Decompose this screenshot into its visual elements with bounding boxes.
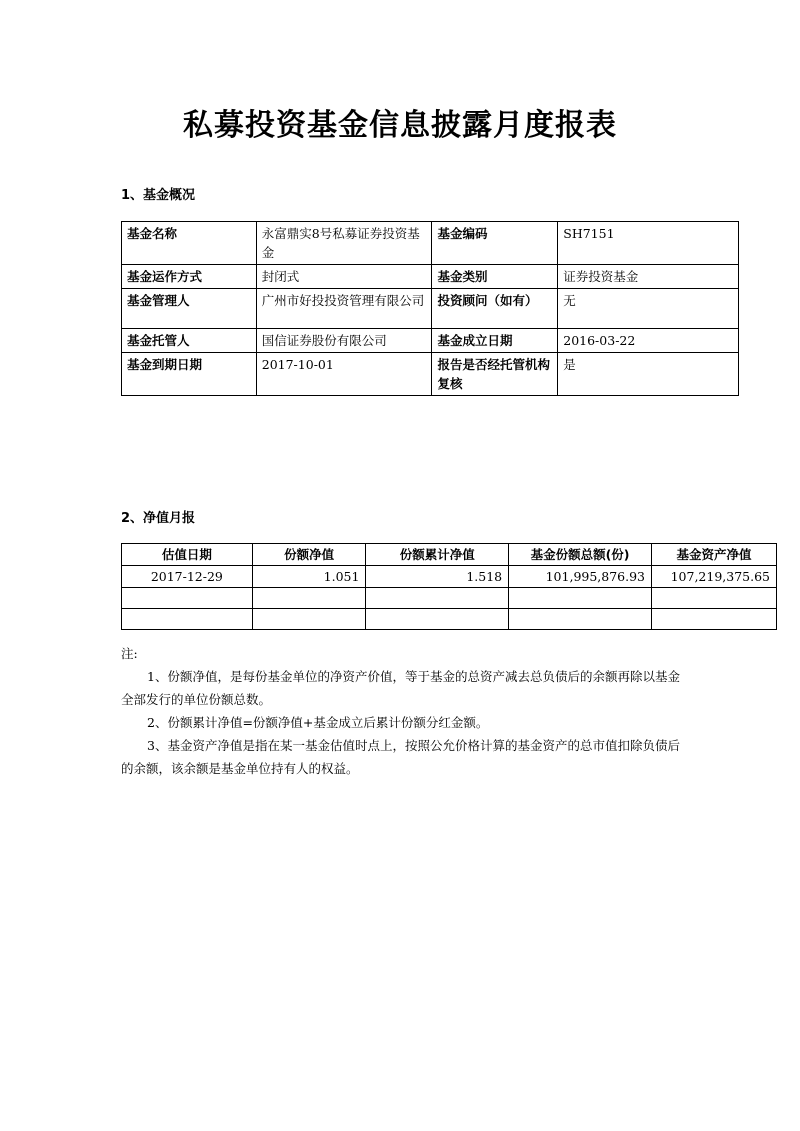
value-fund-name: 永富鼎实8号私募证券投资基金 xyxy=(256,222,432,265)
note-item: 1、份额净值，是每份基金单位的净资产价值，等于基金的总资产减去总负债后的余额再除以基金全部发行的单位份额总数。 xyxy=(121,669,680,707)
cell-valuation-date: 2017-12-29 xyxy=(122,566,253,588)
value-establish-date: 2016-03-22 xyxy=(558,329,739,353)
header-cumulative-nav: 份额累计净值 xyxy=(366,544,509,566)
cell-empty xyxy=(652,588,777,609)
value-operation-mode: 封闭式 xyxy=(256,265,432,289)
cell-empty xyxy=(122,588,253,609)
table-row xyxy=(122,222,739,265)
notes xyxy=(121,642,691,780)
label-operation-mode: 基金运作方式 xyxy=(122,265,257,289)
nav-report-table xyxy=(121,543,777,630)
note-item: 2、份额累计净值=份额净值+基金成立后累计份额分红金额。 xyxy=(147,715,489,730)
table-header-row xyxy=(122,544,777,566)
section-heading-nav-report: 2、净值月报 xyxy=(121,511,196,526)
header-unit-nav: 份额净值 xyxy=(252,544,366,566)
cell-empty xyxy=(252,588,366,609)
page-title: 私募投资基金信息披露月度报表 xyxy=(183,108,617,143)
table-row xyxy=(122,353,739,396)
label-fund-code: 基金编码 xyxy=(432,222,558,265)
table-row xyxy=(122,609,777,630)
label-custodian-review: 报告是否经托管机构复核 xyxy=(432,353,558,396)
value-custodian-review: 是 xyxy=(558,353,739,396)
section-heading-fund-overview: 1、基金概况 xyxy=(121,188,196,203)
label-establish-date: 基金成立日期 xyxy=(432,329,558,353)
label-custodian: 基金托管人 xyxy=(122,329,257,353)
cell-empty xyxy=(509,609,652,630)
label-investment-advisor: 投资顾问（如有） xyxy=(432,289,558,329)
notes-label: 注: xyxy=(121,646,138,661)
table-row xyxy=(122,588,777,609)
value-investment-advisor: 无 xyxy=(558,289,739,329)
label-maturity-date: 基金到期日期 xyxy=(122,353,257,396)
value-maturity-date: 2017-10-01 xyxy=(256,353,432,396)
cell-empty xyxy=(252,609,366,630)
cell-cumulative-nav: 1.518 xyxy=(366,566,509,588)
fund-overview-table xyxy=(121,221,739,396)
value-fund-manager: 广州市好投投资管理有限公司 xyxy=(256,289,432,329)
value-fund-category: 证券投资基金 xyxy=(558,265,739,289)
table-row xyxy=(122,329,739,353)
header-net-assets: 基金资产净值 xyxy=(652,544,777,566)
header-total-units: 基金份额总额(份) xyxy=(509,544,652,566)
cell-empty xyxy=(366,588,509,609)
label-fund-manager: 基金管理人 xyxy=(122,289,257,329)
cell-empty xyxy=(122,609,253,630)
cell-empty xyxy=(509,588,652,609)
cell-total-units: 101,995,876.93 xyxy=(509,566,652,588)
note-item: 3、基金资产净值是指在某一基金估值时点上，按照公允价格计算的基金资产的总市值扣除负债后的余额，该余额是基金单位持有人的权益。 xyxy=(121,738,680,776)
cell-unit-nav: 1.051 xyxy=(252,566,366,588)
table-row xyxy=(122,265,739,289)
label-fund-name: 基金名称 xyxy=(122,222,257,265)
cell-empty xyxy=(366,609,509,630)
value-custodian: 国信证券股份有限公司 xyxy=(256,329,432,353)
cell-empty xyxy=(652,609,777,630)
table-row xyxy=(122,289,739,329)
header-valuation-date: 估值日期 xyxy=(122,544,253,566)
value-fund-code: SH7151 xyxy=(558,222,739,265)
cell-net-assets: 107,219,375.65 xyxy=(652,566,777,588)
label-fund-category: 基金类别 xyxy=(432,265,558,289)
table-row xyxy=(122,566,777,588)
